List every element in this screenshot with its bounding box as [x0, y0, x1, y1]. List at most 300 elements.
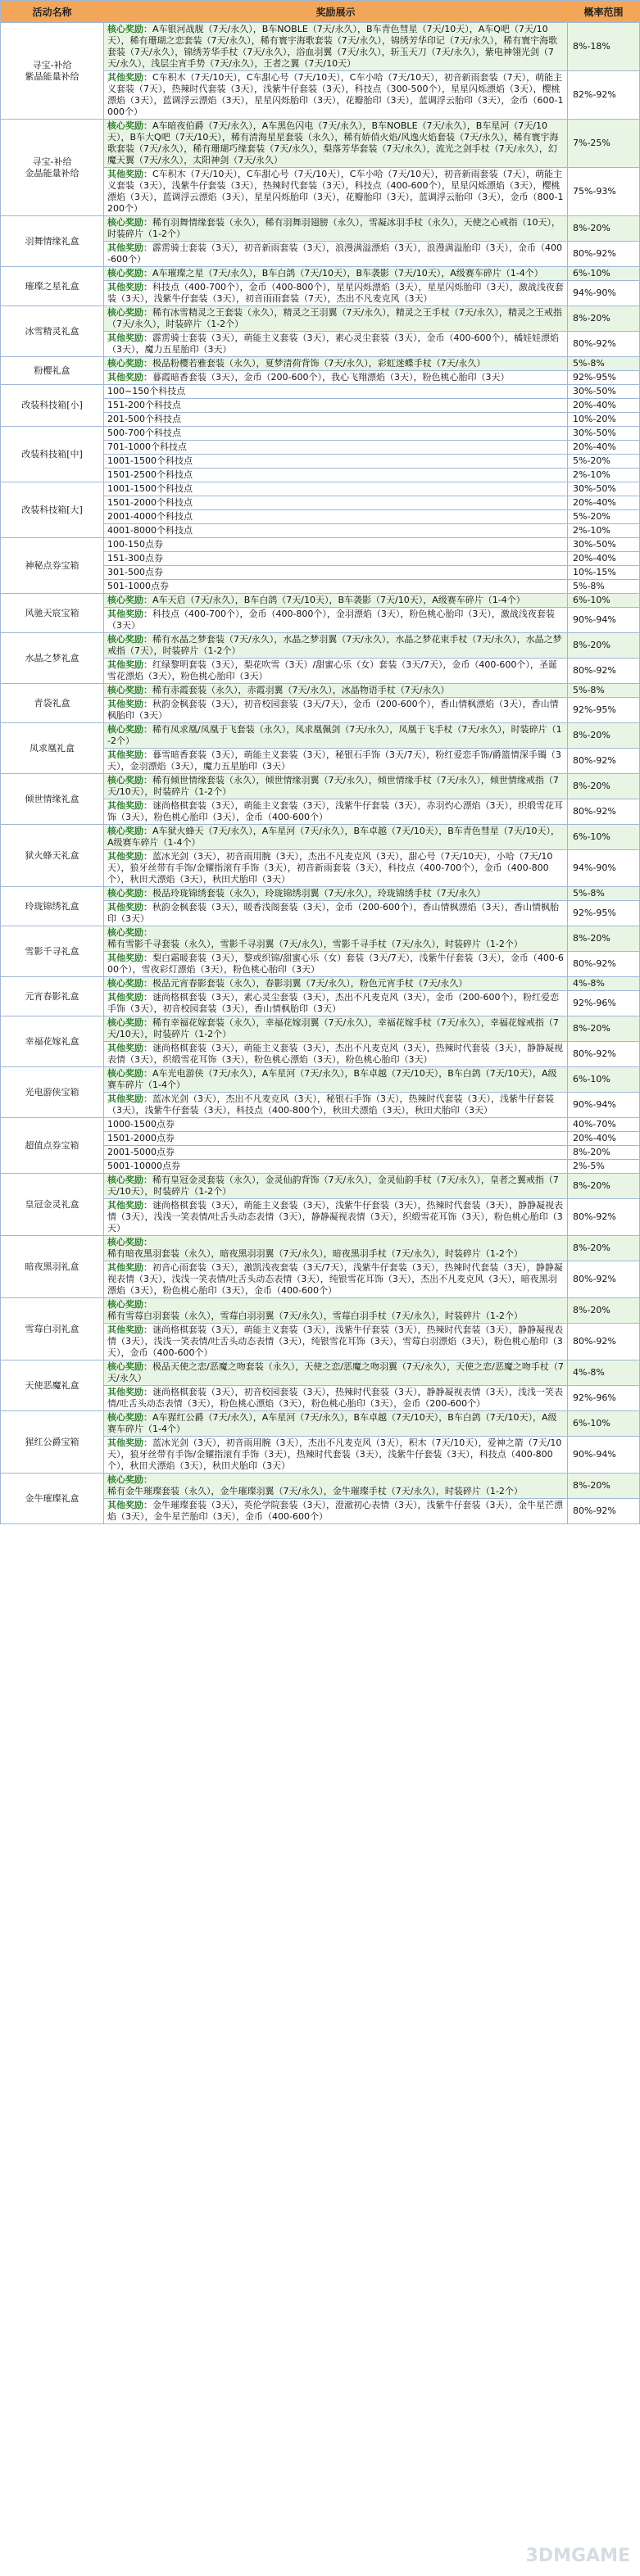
table-row: [1, 1474, 640, 1499]
probability-cell: 6%-10%: [568, 267, 640, 281]
reward-cell: [104, 901, 568, 926]
activity-name-cell: 水晶之梦礼盒: [1, 633, 104, 684]
activity-name-cell: 改装科技箱[大]: [1, 482, 104, 538]
table-row: [1, 23, 640, 71]
probability-cell: 80%-92%: [568, 1199, 640, 1236]
other-reward-label: 其他奖励：: [107, 800, 152, 811]
reward-cell: [104, 1016, 568, 1042]
probability-cell: 8%-20%: [568, 723, 640, 749]
reward-cell: [104, 71, 568, 120]
reward-text: 500-700个科技点: [107, 428, 181, 438]
probability-cell: 94%-90%: [568, 281, 640, 306]
other-reward-label: 其他奖励：: [107, 992, 152, 1003]
reward-text: 稀有皇冠金灵套装（永久），金灵仙韵背饰（7天/永久），金灵仙韵手杖（7天/永久），皇者之翼戒指（7天/10天），时装碎片（1-2个）: [107, 1175, 559, 1197]
core-reward-label: 核心奖励：: [107, 217, 152, 228]
activity-name-cell: 金牛璀璨礼盒: [1, 1474, 104, 1524]
reward-text: 稀有倾世情缘套装（永久），倾世情缘羽翼（7天/永久），倾世情缘手杖（7天/永久），倾世情缘戒指（7天/10天），时装碎片（1-2个）: [107, 775, 559, 797]
other-reward-label: 其他奖励：: [107, 659, 152, 670]
reward-cell: [104, 926, 568, 952]
reward-cell: [104, 1146, 568, 1160]
reward-text: 暮霞暗香套装（3天），金币（200-600个），我心飞翔漂焰（3天），粉色桃心胎印（3天）: [152, 372, 510, 383]
reward-text: 梨白霜暖套装（3天），黎或织锦/甜蜜心乐（女）套装（3天/7天），浅紫牛仔套装（3天），金币（400-600个），雪夜彩灯漂焰（3天），粉色桃心胎印（3天）: [107, 953, 564, 975]
reward-cell: [104, 1386, 568, 1411]
reward-text: 霹雳骑士套装（3天），萌能主义套装（3天），素心灵尘套装（3天），金币（400-600个），橘娃娃漂焰（3天），魔力五星胎印（3天）: [107, 333, 559, 355]
table-row: [1, 723, 640, 749]
reward-text: 秋韵金枫套装（3天），暖香浅阁套装（3天），金币（200-600个），香山情枫漂焰（3天），香山情枫胎印（3天）: [107, 902, 559, 924]
activity-name-cell: 寻宝-补给 紫晶能量补给: [1, 23, 104, 120]
other-reward-label: 其他奖励：: [107, 1093, 152, 1104]
reward-text: 极品玲珑锦绣套装（永久），玲珑锦绣羽翼（7天/永久），玲珑锦绣手杖（7天/永久）: [152, 888, 486, 899]
other-reward-label: 其他奖励：: [107, 1437, 152, 1448]
reward-text: 谜尚格棋套装（3天），萌能主义套装（3天），浅紫牛仔套装（3天），赤羽灼心漂焰（3天），织缎雪花耳饰（3天），粉色桃心胎印（3天），金币（400-600个）: [107, 800, 563, 822]
activity-name-cell: 寻宝-补给 金晶能量补给: [1, 120, 104, 216]
reward-text: 谜尚格棋套装（3天），初音校园套装（3天），热辣时代套装（3天），静静凝视表情（3天），浅浅一笑表情/吐舌头动态表情（3天），粉色桃心漂焰（3天），粉色桃心胎印（3天），金币（200-600个）: [107, 1387, 563, 1409]
reward-cell: [104, 120, 568, 168]
reward-text: 谜尚格棋套装（3天），萌能主义套装（3天），浅紫牛仔套装（3天），热辣时代套装（3天），静静凝视表情（3天），浅浅一笑表情/吐舌头动态表情（3天），纯银雪花耳饰（3天），雪莓白羽漂焰（3天），粉色桃心胎印（3天），金币（400-600个）: [107, 1324, 563, 1358]
reward-cell: [104, 1411, 568, 1437]
reward-text: 极品粉樱若雅套装（永久），夏梦清荷背饰（7天/永久），彩虹迷蝶手杖（7天/永久）: [152, 358, 486, 369]
probability-cell: 80%-92%: [568, 799, 640, 825]
reward-text: 稀有金牛璀璨套装（永久），金牛璀璨羽翼（7天/永久），金牛璀璨手杖（7天/永久），时装碎片（1-2个）: [107, 1486, 523, 1496]
reward-cell: [104, 1437, 568, 1474]
reward-text: A车天启（7天/永久），B车白鸽（7天/10天），B车袭影（7天/10天），A级赛车碎片（1-4个）: [152, 595, 525, 605]
probability-cell: 80%-92%: [568, 332, 640, 357]
watermark-3dmgame: 3DMGAME: [525, 2546, 630, 2566]
reward-text: 初音心雨套装（3天），激凯浅夜套装（3天/7天），浅紫牛仔套装（3天），热辣时代套装（3天），静静凝视表情（3天），浅浅一笑表情/吐舌头动态表情（3天），纯银雪花耳饰（3天），杰出不凡麦克风（3天），暗夜黑羽漂焰（3天），粉色桃心胎印（3天），金币（400-600个）: [107, 1262, 563, 1296]
core-reward-label: 核心奖励：: [107, 1068, 152, 1079]
reward-text: 秋韵金枫套装（3天），初音校园套装（3天/7天），金币（200-600个），香山情枫漂焰（3天），香山情枫胎印（3天）: [107, 699, 559, 721]
other-reward-label: 其他奖励：: [107, 953, 152, 963]
core-reward-label: 核心奖励：: [107, 927, 152, 938]
probability-cell: 2%-10%: [568, 524, 640, 538]
reward-cell: [104, 385, 568, 399]
reward-text: A车银河战舰（7天/永久），B车NOBLE（7天/永久），B车青色彗星（7天/10天），A车Q吧（7天/10天），稀有珊瑚之恋套装（7天/永久），稀有寰宇海歌套装（7天/永久），锦绣芳华印记（7天/永久），稀有寰宇海歌套装（7天/永久），锦绣芳华手杖（7天/永久），浴血羽翼（7天/永久），斩玉天刀（7天/永久），紫电神翎光剑（7天/永久），浅层尘宵手势（7天/永久），王者之翼（7天/10天）: [107, 24, 558, 69]
reward-cell: [104, 455, 568, 469]
probability-cell: 40%-70%: [568, 1118, 640, 1132]
probability-cell: 6%-10%: [568, 594, 640, 608]
probability-cell: 90%-94%: [568, 1093, 640, 1118]
probability-cell: 5%-8%: [568, 357, 640, 371]
reward-text: 科技点（400-700个），金币（400-800个），金羽漂焰（3天），粉色桃心胎印（3天），激战浅夜套装（3天）: [107, 609, 555, 631]
header-rewards: 奖励展示: [104, 1, 568, 23]
reward-text: 蓝冰光剑（3天），杰出不凡麦克风（3天），秘银石手饰（3天），热辣时代套装（3天），浅紫牛仔套装（3天），浅紫牛仔套装（3天），科技点（400-800个），秋田犬漂焰（3天），秋田犬胎印（3天）: [107, 1093, 554, 1116]
reward-cell: [104, 698, 568, 723]
activity-name-cell: 玲珑锦绣礼盒: [1, 887, 104, 926]
reward-text: 稀有羽舞情缘套装（永久），稀有羽舞羽翅膀（永久），雪凝冰羽手杖（永久），天使之心戒指（10天），时装碎片（1-2个）: [107, 217, 561, 239]
reward-cell: [104, 1160, 568, 1174]
probability-cell: 80%-92%: [568, 659, 640, 684]
probability-cell: 30%-50%: [568, 538, 640, 552]
core-reward-label: 核心奖励：: [107, 24, 152, 34]
other-reward-label: 其他奖励：: [107, 851, 152, 862]
other-reward-label: 其他奖励：: [107, 72, 152, 83]
reward-cell: [104, 168, 568, 216]
table-row: [1, 594, 640, 608]
reward-text: 蓝冰光剑（3天），初音雨用腕（3天），杰出不凡麦克风（3天），甜心号（7天/10天），小哈（7天/10天），狼牙丝带有手饰/金耀指滚有手饰（3天），初音新雨套装（3天），科技点（400-700个），金币（400-800个），秋田犬漂焰（3天），秋田犬胎印（3天）: [107, 851, 553, 885]
probability-cell: 10%-20%: [568, 413, 640, 427]
reward-text: 稀有赤霞套装（永久），赤霞羽翼（7天/永久），冰晶物语手杖（7天/永久）: [152, 685, 450, 695]
activity-name-cell: 羽舞情缘礼盒: [1, 216, 104, 267]
other-reward-label: 其他奖励：: [107, 242, 152, 253]
reward-cell: [104, 580, 568, 594]
probability-cell: 6%-10%: [568, 1067, 640, 1093]
core-reward-label: 核心奖励：: [107, 1175, 152, 1185]
table-row: [1, 1298, 640, 1324]
reward-text: 1501-2000个科技点: [107, 497, 193, 508]
reward-text: 151-300点券: [107, 553, 163, 564]
reward-cell: [104, 441, 568, 455]
activity-name-cell: 元宵春影礼盒: [1, 977, 104, 1016]
other-reward-label: 其他奖励：: [107, 1262, 152, 1273]
core-reward-label: 核心奖励：: [107, 826, 152, 836]
table-row: [1, 825, 640, 850]
probability-cell: 30%-50%: [568, 427, 640, 441]
reward-text: A车狱火蜂天（7天/永久），A车星河（7天/永久），B车卓越（7天/10天），B车青色彗星（7天/10天），A级赛车碎片（1-4个）: [107, 826, 560, 848]
activity-name-cell: 超值点券宝箱: [1, 1118, 104, 1174]
reward-cell: [104, 538, 568, 552]
reward-text: 151-200个科技点: [107, 400, 181, 410]
probability-cell: 8%-20%: [568, 774, 640, 799]
activity-name-cell: 皇冠金灵礼盒: [1, 1174, 104, 1236]
reward-text: 稀有雪影千寻套装（永久），雪影千寻羽翼（7天/永久），雪影千寻手杖（7天/永久），时装碎片（1-2个）: [107, 939, 523, 949]
reward-cell: [104, 991, 568, 1016]
reward-text: 霹雳骑士套装（3天），初音新雨套装（3天），浪漫满溢漂焰（3天），浪漫满溢胎印（3天），金币（400-600个）: [107, 242, 562, 265]
probability-cell: 80%-92%: [568, 1324, 640, 1360]
reward-text: 5001-10000点券: [107, 1161, 180, 1171]
table-row: [1, 887, 640, 901]
activity-name-cell: 倾世情缘礼盒: [1, 774, 104, 825]
activity-name-cell: 改装科技箱[小]: [1, 385, 104, 427]
reward-cell: [104, 799, 568, 825]
table-row: [1, 427, 640, 441]
core-reward-label: 核心奖励：: [107, 120, 152, 131]
table-row: [1, 774, 640, 799]
reward-text: 稀有冰雪精灵之王套装（永久），精灵之王羽翼（7天/永久），精灵之王手杖（7天/永久），精灵之王戒指（7天/永久），时装碎片（1-2个）: [107, 307, 562, 329]
table-row: [1, 1174, 640, 1199]
reward-cell: [104, 1132, 568, 1146]
reward-cell: [104, 1360, 568, 1386]
reward-cell: [104, 1474, 568, 1499]
reward-text: 极品天使之恋/恶魔之吻套装（永久），天使之恋/恶魔之吻羽翼（7天/永久），天使之恋/恶魔之吻手杖（7天/永久）: [107, 1361, 564, 1383]
reward-cell: [104, 1042, 568, 1067]
activity-name-cell: 冰雪精灵礼盒: [1, 306, 104, 357]
reward-table-body: [1, 23, 640, 1524]
probability-cell: 80%-92%: [568, 749, 640, 774]
activity-name-cell: 光电游侠宝箱: [1, 1067, 104, 1118]
reward-text: A车光电游侠（7天/永久），A车星河（7天/永久），B车卓越（7天/10天），B车白鸽（7天/10天），A级赛车碎片（1-4个）: [107, 1068, 557, 1090]
probability-cell: 92%-95%: [568, 371, 640, 385]
reward-text: 蓝冰光剑（3天），初音雨用腕（3天），杰出不凡麦克风（3天），积木（7天/10天），爱神之箭（7天/10天），狼牙丝带有手饰/金耀指滚有手饰（3天），热辣时代套装（3天），浅紫牛仔套装（3天），科技点（400-800个），秋田犬漂焰（3天），秋田犬胎印（3天）: [107, 1437, 562, 1471]
reward-cell: [104, 242, 568, 267]
probability-cell: 90%-94%: [568, 608, 640, 633]
reward-cell: [104, 332, 568, 357]
reward-cell: [104, 952, 568, 977]
probability-cell: 2%-5%: [568, 1160, 640, 1174]
table-row: [1, 926, 640, 952]
header-probability: 概率范围: [568, 1, 640, 23]
reward-text: 稀有凤求凰/凤凰于飞套装（永久），凤求凰佩剑（7天/永久），凤凰于飞手杖（7天/永久），时装碎片（1-2个）: [107, 724, 562, 746]
reward-cell: [104, 524, 568, 538]
probability-cell: 92%-96%: [568, 1386, 640, 1411]
other-reward-label: 其他奖励：: [107, 282, 152, 292]
reward-text: 4001-8000个科技点: [107, 525, 193, 536]
probability-cell: 6%-10%: [568, 1411, 640, 1437]
activity-name-cell: 粉樱礼盒: [1, 357, 104, 385]
probability-cell: 20%-40%: [568, 399, 640, 413]
probability-cell: 8%-20%: [568, 1298, 640, 1324]
reward-cell: [104, 371, 568, 385]
reward-cell: [104, 413, 568, 427]
reward-text: 501-1000点券: [107, 581, 169, 591]
probability-cell: 20%-40%: [568, 1132, 640, 1146]
core-reward-label: 核心奖励：: [107, 1299, 152, 1310]
other-reward-label: 其他奖励：: [107, 333, 152, 343]
probability-cell: 6%-10%: [568, 825, 640, 850]
activity-name-cell: 风驰天宸宝箱: [1, 594, 104, 633]
reward-text: 谜尚格棋套装（3天），萌能主义套装（3天），浅紫牛仔套装（3天），热辣时代套装（3天），静静凝视表情（3天），浅浅一笑表情/吐舌头动态表情（3天），静静凝视表情（3天），织缎雪花耳饰（3天），粉色桃心胎印（3天）: [107, 1200, 563, 1234]
reward-text: 稀有雪莓白羽套装（永久），雪莓白羽羽翼（7天/永久），雪莓白羽手杖（7天/永久），时装碎片（1-2个）: [107, 1311, 523, 1321]
probability-cell: 80%-92%: [568, 1261, 640, 1298]
probability-cell: 82%-92%: [568, 71, 640, 120]
probability-cell: 8%-20%: [568, 926, 640, 952]
reward-text: 极品元宵春影套装（永久），春影羽翼（7天/永久），粉色元宵手杖（7天/永久）: [152, 978, 468, 989]
other-reward-label: 其他奖励：: [107, 1387, 152, 1397]
reward-cell: [104, 552, 568, 566]
reward-text: 稀有暗夜黑羽套装（永久），暗夜黑羽羽翼（7天/永久），暗夜黑羽手杖（7天/永久），时装碎片（1-2个）: [107, 1248, 523, 1259]
other-reward-label: 其他奖励：: [107, 169, 152, 179]
reward-cell: [104, 1093, 568, 1118]
probability-cell: 75%-93%: [568, 168, 640, 216]
reward-text: 1000-1500点券: [107, 1119, 175, 1130]
header-activity-name: 活动名称: [1, 1, 104, 23]
activity-name-cell: 天使恶魔礼盒: [1, 1360, 104, 1411]
reward-text: 金牛璀璨套装（3天），英伦学院套装（3天），澄澈初心表情（3天），浅紫牛仔套装（3天），金牛星芒漂焰（3天），金牛星芒胎印（3天），金币（400-600个）: [107, 1500, 563, 1522]
other-reward-label: 其他奖励：: [107, 1200, 152, 1211]
probability-cell: 92%-95%: [568, 698, 640, 723]
probability-cell: 4%-8%: [568, 977, 640, 991]
reward-cell: [104, 469, 568, 482]
probability-cell: 5%-20%: [568, 510, 640, 524]
reward-cell: [104, 1118, 568, 1132]
reward-cell: [104, 23, 568, 71]
reward-cell: [104, 306, 568, 332]
other-reward-label: 其他奖励：: [107, 609, 152, 619]
reward-cell: [104, 216, 568, 242]
activity-name-cell: 猩红公爵宝箱: [1, 1411, 104, 1474]
table-row: [1, 1236, 640, 1261]
reward-text: 谜尚格棋套装（3天），萌能主义套装（3天），杰出不凡麦克风（3天），热辣时代套装（3天），静静凝视表情（3天），织缎雪花耳饰（3天），粉色桃心漂焰（3天），粉色桃心胎印（3天）: [107, 1043, 563, 1065]
core-reward-label: 核心奖励：: [107, 634, 152, 645]
activity-name-cell: 幸福花嫁礼盒: [1, 1016, 104, 1067]
activity-name-cell: 狱火蜂天礼盒: [1, 825, 104, 887]
reward-cell: [104, 482, 568, 496]
core-reward-label: 核心奖励：: [107, 775, 152, 785]
reward-text: A车璀璨之星（7天/永久），B车白鸽（7天/10天），B车袭影（7天/10天），A级赛车碎片（1-4个）: [152, 268, 543, 278]
reward-cell: [104, 977, 568, 991]
activity-name-cell: 神秘点券宝箱: [1, 538, 104, 594]
reward-cell: [104, 608, 568, 633]
core-reward-label: 核心奖励：: [107, 685, 152, 695]
reward-cell: [104, 594, 568, 608]
table-row: [1, 1067, 640, 1093]
reward-text: 谜尚格棋套装（3天），素心灵尘套装（3天），杰出不凡麦克风（3天），金币（200-600个），粉红爱恋手饰（3天），初音校园套装（3天），香山情枫胎印（3天）: [107, 992, 559, 1014]
probability-cell: 8%-18%: [568, 23, 640, 71]
core-reward-label: 核心奖励：: [107, 268, 152, 278]
table-row: [1, 357, 640, 371]
reward-cell: [104, 510, 568, 524]
table-row: [1, 1118, 640, 1132]
core-reward-label: 核心奖励：: [107, 1017, 152, 1028]
table-row: [1, 538, 640, 552]
probability-cell: 5%-8%: [568, 887, 640, 901]
table-row: [1, 385, 640, 399]
probability-cell: 90%-94%: [568, 1437, 640, 1474]
probability-cell: 94%-90%: [568, 850, 640, 887]
reward-text: 100-150点券: [107, 539, 163, 550]
other-reward-label: 其他奖励：: [107, 1043, 152, 1053]
reward-cell: [104, 357, 568, 371]
reward-cell: [104, 399, 568, 413]
activity-name-cell: 凤求凰礼盒: [1, 723, 104, 774]
probability-cell: 30%-50%: [568, 482, 640, 496]
reward-cell: [104, 267, 568, 281]
probability-cell: 80%-92%: [568, 1499, 640, 1524]
probability-cell: 80%-92%: [568, 1042, 640, 1067]
probability-cell: 7%-25%: [568, 120, 640, 168]
reward-cell: [104, 1261, 568, 1298]
reward-cell: [104, 1236, 568, 1261]
probability-cell: 2%-10%: [568, 469, 640, 482]
reward-cell: [104, 1199, 568, 1236]
reward-cell: [104, 684, 568, 698]
reward-cell: [104, 850, 568, 887]
reward-text: 701-1000个科技点: [107, 441, 187, 452]
reward-text: 1501-2500个科技点: [107, 469, 193, 480]
reward-text: 暮雪暗香套装（3天），萌能主义套装（3天），秘银石手饰（3天/7天），粉红爱恋手饰/爵篮情深手镯（3天），金羽漂焰（3天），魔力五星胎印（3天）: [107, 749, 561, 772]
probability-cell: 8%-20%: [568, 633, 640, 659]
reward-text: C车积木（7天/10天），C车甜心号（7天/10天），C车小哈（7天/10天），初音新雨套装（7天），萌能主义套装（7天），热辣时代套装（3天），浅紫牛仔套装（3天），科技点（300-500个），星星闪烁漂焰（3天），樱桃漂焰（3天），蓝调浮云漂焰（3天），星星闪烁胎印（3天），花瓣胎印（3天），蓝调浮云胎印（3天），金币（600-1000个）: [107, 72, 564, 117]
core-reward-label: 核心奖励：: [107, 1237, 152, 1247]
table-row: [1, 120, 640, 168]
table-row: [1, 684, 640, 698]
reward-cell: [104, 496, 568, 510]
other-reward-label: 其他奖励：: [107, 749, 152, 760]
reward-text: 2001-4000个科技点: [107, 511, 193, 522]
activity-name-cell: 青袋礼盒: [1, 684, 104, 723]
other-reward-label: 其他奖励：: [107, 699, 152, 709]
reward-cell: [104, 774, 568, 799]
reward-text: 科技点（400-700个），金币（400-800个），星星闪烁漂焰（3天），星星闪烁胎印（3天），激战浅夜套装（3天），浅紫牛仔套装（3天），初音雨雨套装（7天），杰出不凡麦克风（3天）: [107, 282, 564, 304]
probability-cell: 20%-40%: [568, 441, 640, 455]
probability-cell: 80%-92%: [568, 952, 640, 977]
reward-cell: [104, 1067, 568, 1093]
probability-cell: 8%-20%: [568, 216, 640, 242]
reward-text: 红绿黎明套装（3天），梨花吹雪（3天）/甜蜜心乐（女）套装（3天/7天），金币（400-600个），圣诞雪花漂焰（3天），粉色桃心胎印（3天）: [107, 659, 557, 681]
probability-cell: 5%-20%: [568, 455, 640, 469]
reward-cell: [104, 887, 568, 901]
reward-text: A车暗夜伯爵（7天/永久），A车黑色闪电（7天/永久），B车NOBLE（7天/永久），B车星河（7天/10天），B车大Q吧（7天/10天），稀有清海星星套装（永久），稀有娇俏火焰/风逸火焰套装（7天/永久），稀有寰宇海歌套装（7天/永久），稀有珊瑚巧缘套装（7天/永久），梨落芳华套装（7天/永久），流光之剑手杖（7天/永久），幻魔天翼（7天/永久），太阳神剑（7天/永久）: [107, 120, 559, 165]
table-row: [1, 216, 640, 242]
probability-cell: 5%-8%: [568, 580, 640, 594]
activity-name-cell: 雪莓白羽礼盒: [1, 1298, 104, 1360]
reward-text: 1001-1500个科技点: [107, 483, 193, 494]
reward-cell: [104, 566, 568, 580]
reward-text: A车猩红公爵（7天/永久），A车星河（7天/永久），B车卓越（7天/10天），B车白鸽（7天/10天），A级赛车碎片（1-4个）: [107, 1412, 557, 1434]
reward-cell: [104, 659, 568, 684]
table-row: [1, 1360, 640, 1386]
reward-cell: [104, 1324, 568, 1360]
probability-cell: 8%-20%: [568, 1474, 640, 1499]
activity-name-cell: 雪影千寻礼盒: [1, 926, 104, 977]
reward-cell: [104, 1298, 568, 1324]
other-reward-label: 其他奖励：: [107, 902, 152, 912]
reward-text: 1001-1500个科技点: [107, 455, 193, 466]
core-reward-label: 核心奖励：: [107, 358, 152, 369]
reward-text: 201-500个科技点: [107, 414, 181, 424]
probability-cell: 4%-8%: [568, 1360, 640, 1386]
table-row: [1, 1016, 640, 1042]
core-reward-label: 核心奖励：: [107, 307, 152, 318]
probability-cell: 80%-92%: [568, 242, 640, 267]
reward-text: 100~150个科技点: [107, 386, 186, 396]
reward-cell: [104, 633, 568, 659]
probability-cell: 5%-8%: [568, 684, 640, 698]
probability-cell: 20%-40%: [568, 496, 640, 510]
reward-text: 稀有水晶之梦套装（7天/永久），水晶之梦羽翼（7天/永久），水晶之梦花束手杖（7天/永久），水晶之梦戒指（7天），时装碎片（1-2个）: [107, 634, 562, 656]
core-reward-label: 核心奖励：: [107, 1474, 152, 1485]
reward-text: 2001-5000点券: [107, 1147, 175, 1157]
reward-text: 稀有幸福花嫁套装（永久），幸福花嫁羽翼（7天/永久），幸福花嫁手杖（7天/永久），幸福花嫁戒指（7天/10天），时装碎片（1-2个）: [107, 1017, 559, 1039]
header-row: [1, 1, 640, 23]
reward-text: 1501-2000点券: [107, 1133, 175, 1143]
probability-cell: 8%-20%: [568, 1146, 640, 1160]
table-row: [1, 977, 640, 991]
reward-cell: [104, 825, 568, 850]
activity-name-cell: 璀璨之星礼盒: [1, 267, 104, 306]
probability-cell: 92%-96%: [568, 991, 640, 1016]
reward-cell: [104, 427, 568, 441]
activity-name-cell: 暗夜黑羽礼盒: [1, 1236, 104, 1298]
core-reward-label: 核心奖励：: [107, 888, 152, 899]
table-row: [1, 482, 640, 496]
reward-cell: [104, 1174, 568, 1199]
reward-cell: [104, 281, 568, 306]
probability-cell: 8%-20%: [568, 1236, 640, 1261]
other-reward-label: 其他奖励：: [107, 1324, 152, 1335]
other-reward-label: 其他奖励：: [107, 1500, 152, 1510]
reward-text: 301-500点券: [107, 567, 163, 577]
probability-cell: 8%-20%: [568, 1174, 640, 1199]
reward-cell: [104, 723, 568, 749]
reward-cell: [104, 749, 568, 774]
probability-cell: 8%-20%: [568, 1016, 640, 1042]
table-row: [1, 267, 640, 281]
table-row: [1, 306, 640, 332]
probability-cell: 10%-15%: [568, 566, 640, 580]
reward-cell: [104, 1499, 568, 1524]
core-reward-label: 核心奖励：: [107, 1412, 152, 1423]
table-row: [1, 1411, 640, 1437]
probability-cell: 92%-95%: [568, 901, 640, 926]
core-reward-label: 核心奖励：: [107, 595, 152, 605]
core-reward-label: 核心奖励：: [107, 1361, 152, 1372]
table-row: [1, 633, 640, 659]
probability-cell: 30%-50%: [568, 385, 640, 399]
reward-text: C车积木（7天/10天），C车甜心号（7天/10天），C车小哈（7天/10天），初音新雨套装（7天），萌能主义套装（3天），浅紫牛仔套装（3天），热辣时代套装（3天），科技点（400-600个），星星闪烁漂焰（3天），樱桃漂焰（3天），蓝调浮云漂焰（3天），星星闪烁胎印（3天），花瓣胎印（3天），蓝调浮云胎印（3天），金币（800-1200个）: [107, 169, 564, 214]
core-reward-label: 核心奖励：: [107, 724, 152, 735]
other-reward-label: 其他奖励：: [107, 372, 152, 383]
probability-cell: 8%-20%: [568, 306, 640, 332]
